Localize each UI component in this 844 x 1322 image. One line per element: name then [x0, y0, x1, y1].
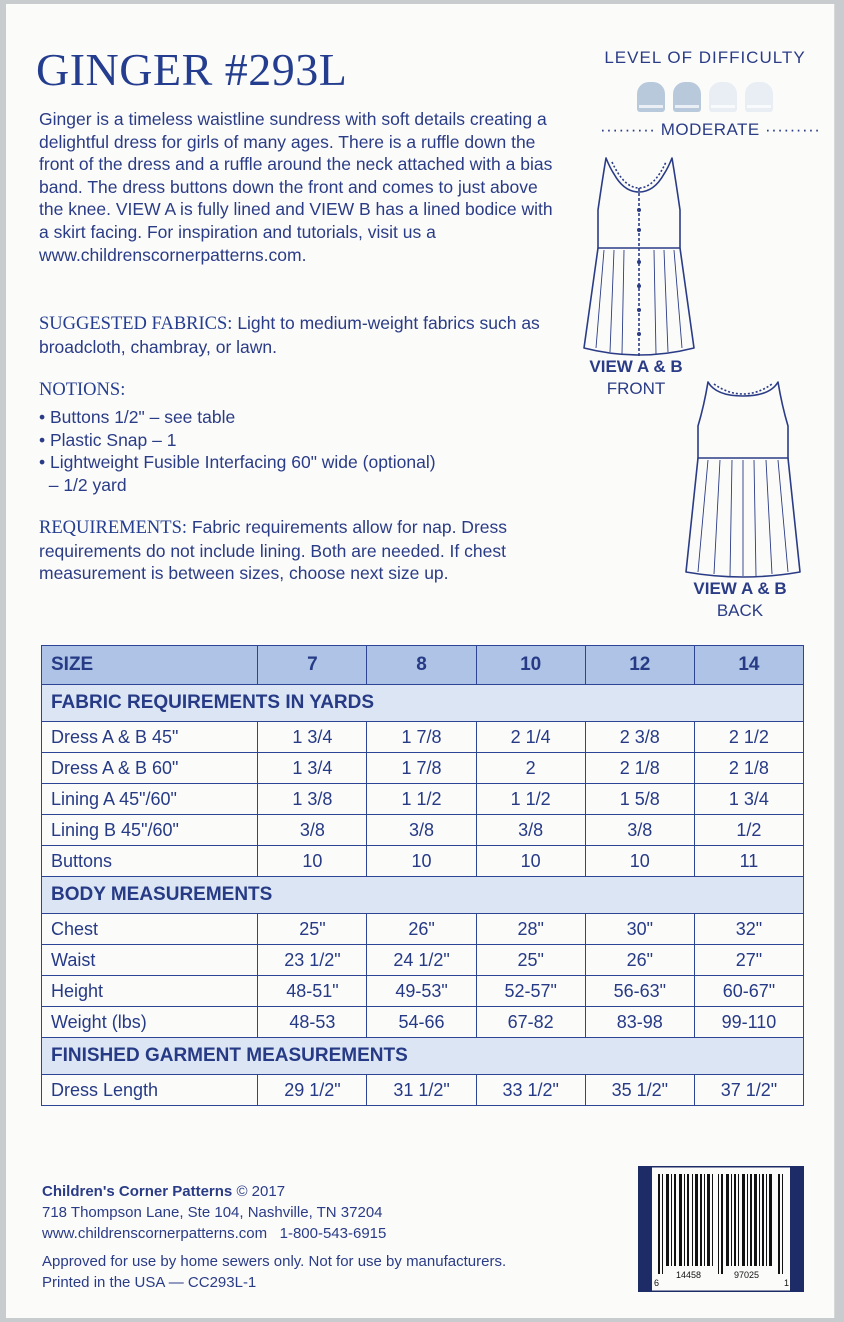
size-col-header: 12: [585, 646, 694, 685]
section-title: FINISHED GARMENT MEASUREMENTS: [42, 1038, 804, 1075]
table-cell: 11: [694, 846, 803, 877]
legal-info: [42, 1251, 506, 1293]
website: www.childrenscornerpatterns.com: [42, 1225, 268, 1242]
table-cell: 10: [585, 846, 694, 877]
copyright: © 2017: [236, 1183, 286, 1200]
publisher-info: [42, 1181, 386, 1244]
company-name: Children's Corner Patterns: [42, 1183, 233, 1200]
table-cell: 25": [258, 914, 367, 945]
notions-item: – 1/2 yard: [39, 474, 127, 495]
view-back-label: [670, 578, 810, 622]
row-label: Dress A & B 60": [42, 753, 258, 784]
barcode-right-digit: 1: [784, 1278, 790, 1288]
pattern-description: Ginger is a timeless waistline sundress with soft details creating a delightful dress for girls of many ages. There is a ruffle down the front of the dress and a ruffle around the neck attached with a bias band. The dress buttons down the front and comes to just above the knee. VIEW A is fully lined and VIEW B has a lined bodice with a skirt facing. For inspiration and tutorials, visit us a www.childrenscornerpatterns.com.: [39, 109, 553, 265]
dress-front-illustration: [574, 152, 704, 364]
table-cell: 48-53: [258, 1007, 367, 1038]
table-cell: 37 1/2": [694, 1075, 803, 1106]
notions-list: [39, 406, 559, 496]
table-row: [42, 815, 804, 846]
suggested-fabrics: SUGGESTED FABRICS: Light to medium-weight fabrics such as broadcloth, chambray, or lawn.: [39, 313, 540, 357]
table-cell: 2: [476, 753, 585, 784]
table-cell: 2 1/2: [694, 722, 803, 753]
table-cell: 1 1/2: [367, 784, 476, 815]
table-row: [42, 846, 804, 877]
table-cell: 3/8: [476, 815, 585, 846]
notions-heading-wrap: NOTIONS:: [39, 380, 126, 400]
size-header-label: SIZE: [42, 646, 258, 685]
notions-heading: NOTIONS: [39, 380, 121, 400]
row-label: Weight (lbs): [42, 1007, 258, 1038]
section-row: [42, 1038, 804, 1075]
table-cell: 56-63": [585, 976, 694, 1007]
dress-back-illustration: [678, 376, 808, 582]
table-cell: 10: [367, 846, 476, 877]
table-cell: 49-53": [367, 976, 476, 1007]
table-cell: 25": [476, 945, 585, 976]
table-cell: 31 1/2": [367, 1075, 476, 1106]
notions-item: • Buttons 1/2" – see table: [39, 407, 236, 427]
table-cell: 1 1/2: [476, 784, 585, 815]
table-row: [42, 753, 804, 784]
table-cell: 33 1/2": [476, 1075, 585, 1106]
table-row: [42, 945, 804, 976]
table-cell: 3/8: [585, 815, 694, 846]
table-cell: 2 1/8: [694, 753, 803, 784]
approval-note: Approved for use by home sewers only. Not for use by manufacturers.: [42, 1253, 507, 1270]
size-header-row: [42, 646, 804, 685]
table-row: [42, 976, 804, 1007]
row-label: Buttons: [42, 846, 258, 877]
table-cell: 1 3/8: [258, 784, 367, 815]
table-row: [42, 1007, 804, 1038]
table-row: [42, 1075, 804, 1106]
barcode-group-1: 14458: [676, 1270, 702, 1280]
row-label: Chest: [42, 914, 258, 945]
thimble-icon: [709, 82, 737, 112]
table-cell: 2 1/8: [585, 753, 694, 784]
size-col-header: 14: [694, 646, 803, 685]
table-cell: 26": [367, 914, 476, 945]
phone: 1-800-543-6915: [279, 1225, 387, 1242]
row-label: Dress Length: [42, 1075, 258, 1106]
table-cell: 1 3/4: [258, 753, 367, 784]
view-back-sub: BACK: [716, 601, 764, 620]
size-col-header: 8: [367, 646, 476, 685]
section-title: FABRIC REQUIREMENTS IN YARDS: [42, 685, 804, 722]
view-front-sub: FRONT: [606, 379, 666, 398]
table-cell: 83-98: [585, 1007, 694, 1038]
table-cell: 67-82: [476, 1007, 585, 1038]
difficulty-panel: [600, 48, 821, 140]
difficulty-level: ········· MODERATE ·········: [600, 120, 821, 139]
table-cell: 30": [585, 914, 694, 945]
table-cell: 35 1/2": [585, 1075, 694, 1106]
table-row: [42, 784, 804, 815]
table-row: [42, 914, 804, 945]
difficulty-rating: [600, 82, 810, 112]
requirements: REQUIREMENTS: Fabric requirements allow for nap. Dress requirements do not include lining. Both are needed. If chest measurement is between sizes, choose next size up.: [39, 517, 508, 584]
notions-item: • Lightweight Fusible Interfacing 60" wide (optional): [39, 452, 436, 473]
thimble-icon: [745, 82, 773, 112]
row-label: Height: [42, 976, 258, 1007]
row-label: Waist: [42, 945, 258, 976]
table-row: [42, 722, 804, 753]
row-label: Lining B 45"/60": [42, 815, 258, 846]
difficulty-level-text: MODERATE: [660, 120, 760, 139]
pattern-envelope-back: [6, 4, 835, 1318]
table-cell: 2 1/4: [476, 722, 585, 753]
table-cell: 48-51": [258, 976, 367, 1007]
row-label: Lining A 45"/60": [42, 784, 258, 815]
section-title: BODY MEASUREMENTS: [42, 877, 804, 914]
row-label: Dress A & B 45": [42, 722, 258, 753]
pattern-title: GINGER #293L: [36, 44, 348, 95]
barcode: [638, 1166, 804, 1292]
view-back-title: VIEW A & B: [693, 579, 787, 598]
table-cell: 52-57": [476, 976, 585, 1007]
suggested-fabrics-heading: SUGGESTED FABRICS: [39, 314, 228, 334]
size-col-header: 10: [476, 646, 585, 685]
table-cell: 1 5/8: [585, 784, 694, 815]
table-cell: 3/8: [258, 815, 367, 846]
table-cell: 1 7/8: [367, 753, 476, 784]
thimble-icon: [673, 82, 701, 112]
section-row: [42, 877, 804, 914]
requirements-table: [41, 645, 804, 1106]
table-cell: 2 3/8: [585, 722, 694, 753]
table-cell: 10: [476, 846, 585, 877]
table-cell: 23 1/2": [258, 945, 367, 976]
table-cell: 1 3/4: [694, 784, 803, 815]
table-cell: 10: [258, 846, 367, 877]
suggested-fabrics-text: Light to medium-weight fabrics such as broadcloth, chambray, or lawn.: [39, 313, 540, 357]
address: 718 Thompson Lane, Ste 104, Nashville, TN 37204: [42, 1204, 383, 1221]
table-cell: 60-67": [694, 976, 803, 1007]
table-cell: 26": [585, 945, 694, 976]
table-cell: 1/2: [694, 815, 803, 846]
table-cell: 3/8: [367, 815, 476, 846]
view-front-title: VIEW A & B: [589, 357, 683, 376]
notions-item: • Plastic Snap – 1: [39, 429, 177, 450]
table-cell: 1 7/8: [367, 722, 476, 753]
requirements-heading: REQUIREMENTS: [39, 518, 182, 538]
printed-note: Printed in the USA — CC293L-1: [42, 1274, 257, 1291]
table-cell: 27": [694, 945, 803, 976]
table-cell: 24 1/2": [367, 945, 476, 976]
difficulty-title: LEVEL OF DIFFICULTY: [604, 48, 806, 67]
table-cell: 99-110: [694, 1007, 803, 1038]
table-cell: 29 1/2": [258, 1075, 367, 1106]
table-cell: 1 3/4: [258, 722, 367, 753]
requirements-text: Fabric requirements allow for nap. Dress requirements do not include lining. Both are needed. If chest measurement is between sizes, choose next size up.: [39, 517, 508, 584]
barcode-left-digit: 6: [654, 1278, 660, 1288]
table-cell: 54-66: [367, 1007, 476, 1038]
thimble-icon: [637, 82, 665, 112]
section-row: [42, 685, 804, 722]
table-cell: 32": [694, 914, 803, 945]
barcode-group-2: 97025: [734, 1270, 760, 1280]
table-cell: 28": [476, 914, 585, 945]
size-col-header: 7: [258, 646, 367, 685]
